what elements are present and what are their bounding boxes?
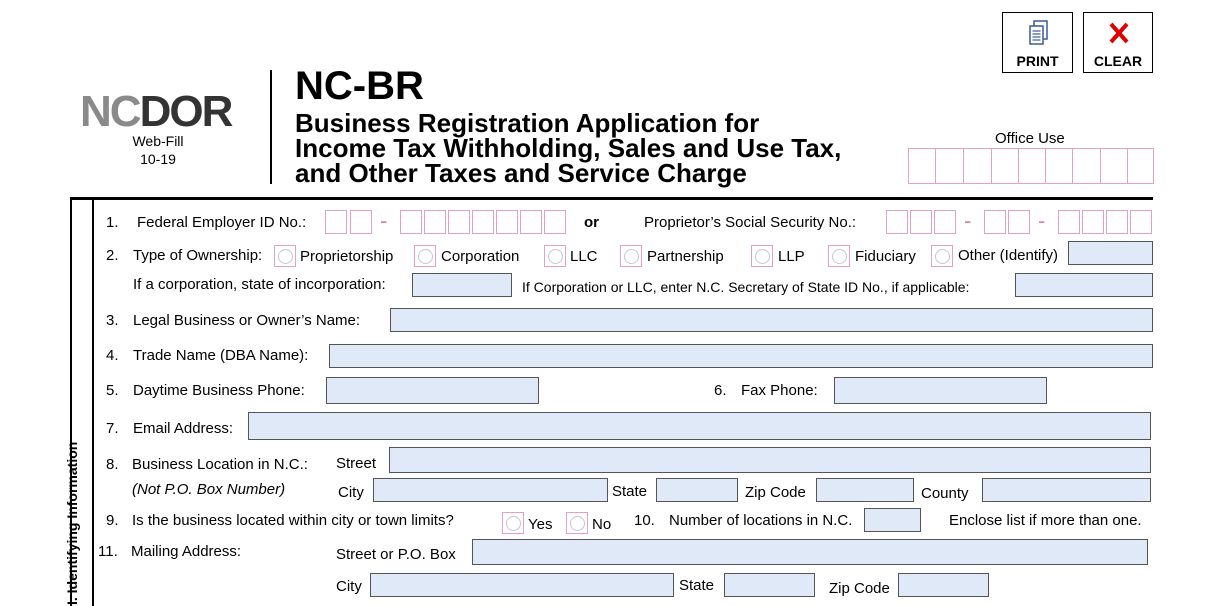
radio-llp[interactable] — [751, 245, 773, 267]
line3-number: 3. — [106, 312, 119, 329]
line6-label: Fax Phone: — [741, 382, 818, 399]
section-label: I. Identifying Information — [64, 441, 80, 605]
enclose-list-note: Enclose list if more than one. — [949, 512, 1142, 529]
print-label: PRINT — [1016, 53, 1059, 69]
line7-label: Email Address: — [133, 420, 234, 437]
line4-number: 4. — [106, 347, 119, 364]
mailing-state-label: State — [679, 577, 715, 594]
radio-llc[interactable] — [544, 245, 566, 267]
line10-label: Number of locations in N.C. — [669, 512, 853, 529]
version-label: 10-19 — [140, 151, 176, 167]
clear-button[interactable] — [1083, 12, 1153, 73]
or-label: or — [584, 214, 599, 231]
business-phone-field[interactable] — [326, 377, 539, 404]
form-title-line2: Income Tax Withholding, Sales and Use Tax, — [295, 133, 842, 163]
radio-fiduciary[interactable] — [828, 245, 850, 267]
email-field[interactable] — [248, 412, 1151, 440]
header-divider — [270, 70, 272, 184]
zip-label: Zip Code — [745, 484, 806, 501]
business-state-field[interactable] — [656, 478, 738, 502]
ncdor-logo: NCDOR — [80, 87, 232, 136]
print-icon — [1029, 20, 1049, 46]
fax-phone-field[interactable] — [834, 377, 1047, 404]
mailing-street-field[interactable] — [472, 539, 1148, 565]
city-label: City — [338, 484, 364, 501]
label-llp: LLP — [778, 248, 805, 265]
radio-partnership[interactable] — [620, 245, 642, 267]
locations-count-field[interactable] — [864, 508, 921, 532]
po-box-note: (Not P.O. Box Number) — [132, 481, 286, 498]
line10-number: 10. — [634, 512, 655, 529]
other-identify-field[interactable] — [1068, 241, 1153, 265]
radio-corporation[interactable] — [414, 245, 436, 267]
radio-city-limits-no[interactable] — [566, 512, 588, 534]
label-fiduciary: Fiduciary — [855, 248, 916, 265]
sos-id-field[interactable] — [1015, 273, 1153, 297]
clear-label: CLEAR — [1093, 53, 1143, 69]
ssn-label: Proprietor’s Social Security No.: — [644, 214, 857, 231]
no-label: No — [592, 516, 612, 533]
form-number: NC-BR — [295, 64, 424, 108]
radio-proprietorship[interactable] — [274, 245, 296, 267]
form-title-line1: Business Registration Application for — [295, 108, 760, 138]
street-label: Street — [336, 455, 377, 472]
mailing-street-label: Street or P.O. Box — [336, 546, 456, 563]
line2-number: 2. — [106, 247, 119, 264]
form-title-line3: and Other Taxes and Service Charge — [295, 158, 747, 188]
office-use-label: Office Use — [995, 130, 1065, 147]
line9-number: 9. — [106, 512, 119, 529]
line4-label: Trade Name (DBA Name): — [133, 347, 309, 364]
web-fill-label: Web-Fill — [132, 133, 184, 149]
trade-name-field[interactable] — [329, 344, 1153, 368]
business-county-field[interactable] — [982, 478, 1151, 502]
label-proprietorship: Proprietorship — [300, 248, 394, 265]
legal-name-field[interactable] — [390, 308, 1153, 332]
yes-label: Yes — [528, 516, 553, 533]
line5-number: 5. — [106, 382, 119, 399]
form-top-rule — [70, 197, 1153, 200]
radio-other[interactable] — [931, 245, 953, 267]
line9-label: Is the business located within city or town limits? — [132, 512, 454, 529]
radio-city-limits-yes[interactable] — [502, 512, 524, 534]
mailing-city-field[interactable] — [370, 573, 674, 597]
business-city-field[interactable] — [373, 478, 608, 502]
label-corporation: Corporation — [441, 248, 520, 265]
print-button[interactable] — [1002, 12, 1073, 73]
business-zip-field[interactable] — [816, 478, 914, 502]
label-partnership: Partnership — [647, 248, 724, 265]
mailing-state-field[interactable] — [724, 573, 815, 597]
mailing-zip-field[interactable] — [898, 573, 989, 597]
line1-label: Federal Employer ID No.: — [137, 214, 307, 231]
line5-label: Daytime Business Phone: — [133, 382, 305, 399]
line11-label: Mailing Address: — [131, 543, 242, 560]
line3-label: Legal Business or Owner’s Name: — [133, 312, 361, 329]
line11-number: 11. — [98, 543, 118, 560]
county-label: County — [921, 485, 969, 502]
section-divider — [92, 200, 94, 606]
line1-number: 1. — [106, 214, 119, 231]
state-of-incorporation-field[interactable] — [412, 273, 512, 297]
mailing-zip-label: Zip Code — [829, 580, 890, 597]
state-of-incorporation-label: If a corporation, state of incorporation: — [133, 276, 386, 293]
line8-number: 8. — [106, 456, 119, 473]
label-llc: LLC — [570, 248, 598, 265]
office-use-box[interactable] — [908, 148, 1154, 184]
state-label: State — [612, 483, 648, 500]
label-other: Other (Identify) — [958, 247, 1059, 264]
line8-label: Business Location in N.C.: — [132, 456, 308, 473]
sos-id-label: If Corporation or LLC, enter N.C. Secretary of State ID No., if applicable: — [522, 279, 970, 295]
business-street-field[interactable] — [389, 447, 1151, 473]
close-icon — [1108, 21, 1130, 45]
mailing-city-label: City — [336, 578, 362, 595]
line7-number: 7. — [106, 420, 119, 437]
line2-label: Type of Ownership: — [133, 247, 263, 264]
line6-number: 6. — [714, 382, 727, 399]
